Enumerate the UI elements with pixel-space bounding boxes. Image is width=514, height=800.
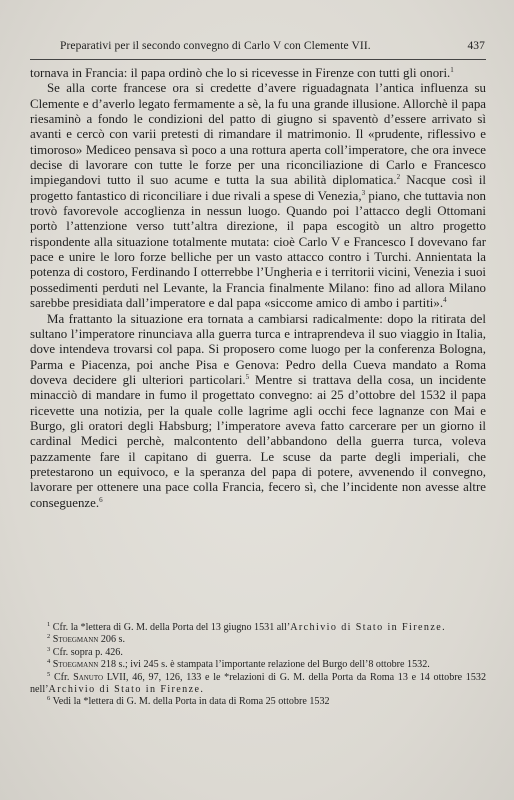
footnote-ref: 5 — [245, 372, 250, 381]
running-title: Preparativi per il secondo convegno di Carlo V con Clemente VII. — [60, 40, 371, 52]
footnote-1: $^1$ Cfr. la *lettera di G. M. della Porta del 13 giugno 1531 all’Archivio di Stato in Firenze. — [47, 621, 445, 633]
footnote-ref: 2 — [396, 173, 401, 182]
header-rule — [30, 59, 486, 60]
footnote-2: $^2$ Stoegmann 206 s. — [47, 633, 125, 646]
footnote-ref: 4 — [443, 296, 447, 305]
main-text — [30, 66, 486, 511]
footnote-4: $^4$ Stoegmann 218 s.; ivi 245 s. è stampata l’importante relazione del Burgo dell’8 ottobre 1532. — [47, 658, 430, 671]
running-header — [30, 40, 485, 58]
paragraph-1: tornava in Francia: il papa ordinò che lo si ricevesse in Firenze con tutti gli onori.$^1$ — [30, 66, 454, 80]
footnote-3: $^3$ Cfr. sopra p. 426. — [47, 645, 123, 658]
page-number: 437 — [467, 40, 485, 52]
paragraph-3: Ma frattanto la situazione era tornata a cambiarsi radicalmente: dopo la ritirata del sultano l’imperatore rinunciava alla guerra turca e intraprendeva il suo viaggio in Italia, dove intendeva trovarsi col papa. Si proposero come luogo per la conferenza Bologna, Parma e Piacenza, poi anche Pisa e Genova: Pedro della Cueva mandato a Roma doveva decidere gli ulteriori particolari.$^5$ Mentre si trattava della cosa, un incidente minacciò di mandare in fumo il progettato convegno: ai 25 d’ottobre del 1532 il papa ricevette una notizia, per la quale colle lagrime agli occhi fece lagnanze con Mai e Burgo, gli oratori degli Habsburg; l’imperatore aveva fatto carcerare per un giorno il cardinal Medici perchè, malcontento dell’abbandono della guerra turca, voleva pazzamente fare il capitano di guerra. Le scuse da parte degli imperiali, che pretestarono un equivoco, e la speranza del papa di potere, avvenendo il convegno, lavorare per ottenere una pace colla Francia, fecero sì, che l’incidente non avesse altre conseguenze.$^6$ — [30, 311, 486, 510]
footnote-ref: 3 — [361, 188, 366, 197]
footnotes — [30, 622, 486, 709]
footnote-ref: 1 — [450, 66, 454, 74]
footnote-ref: 6 — [99, 495, 103, 504]
paragraph-2: Se alla corte francese ora si credette d’avere riguadagnata l’antica influenza su Clemente e d’averlo legato fermamente a sè, la fu una grande illusione. Allorchè il papa riesaminò a fondo le condizioni del patto di giugno si spaventò d’essere arrivato sì avanti e cercò con varii pretesti di rimandare il matrimonio. Il «prudente, riflessivo e timoroso» Mediceo pensava sì poco a una rottura aperta coll’imperatore, che ora invece decise di lavorare con tutte le forze per una riconciliazione di Carlo e Francesco impiegandovi tutto il suo acume e tutta la sua abilità diplomatica.$^2$ Nacque così il progetto fantastico di riconciliare i due rivali a spese di Venezia,$^3$ piano, che tuttavia non trovò favorevole accoglienza in nessun luogo. Quando poi l’attacco degli Ottomani portò l’attenzione verso tutt’altra direzione, il papa escogitò un altro progetto rispondente alla situazione totalmente mutata: cioè Carlo V e Francesco I dovevano far pace e unire le loro forze belliche per un vasto attacco contro i Turchi. Annientata la potenza di costoro, Ferdinando I otterrebbe l’Ungheria e i territorii vicini, Venezia i suoi possedimenti perduti nel Levante, la Francia finalmente Milano: fino ad allora Milano sarebbe presidiata dall’imperatore e dal papa «siccome amico di ambo i partiti».$^4$ — [30, 81, 486, 311]
footnote-5: $^5$ Cfr. Sanuto LVII, 46, 97, 126, 133 e le *relazioni di G. M. della Porta da Roma 13 e 14 ottobre 1532 nell’Archivio di Stato in Firenze. — [30, 670, 486, 696]
footnote-6: $^6$ Vedi la *lettera di G. M. della Porta in data di Roma 25 ottobre 1532 — [47, 695, 330, 708]
